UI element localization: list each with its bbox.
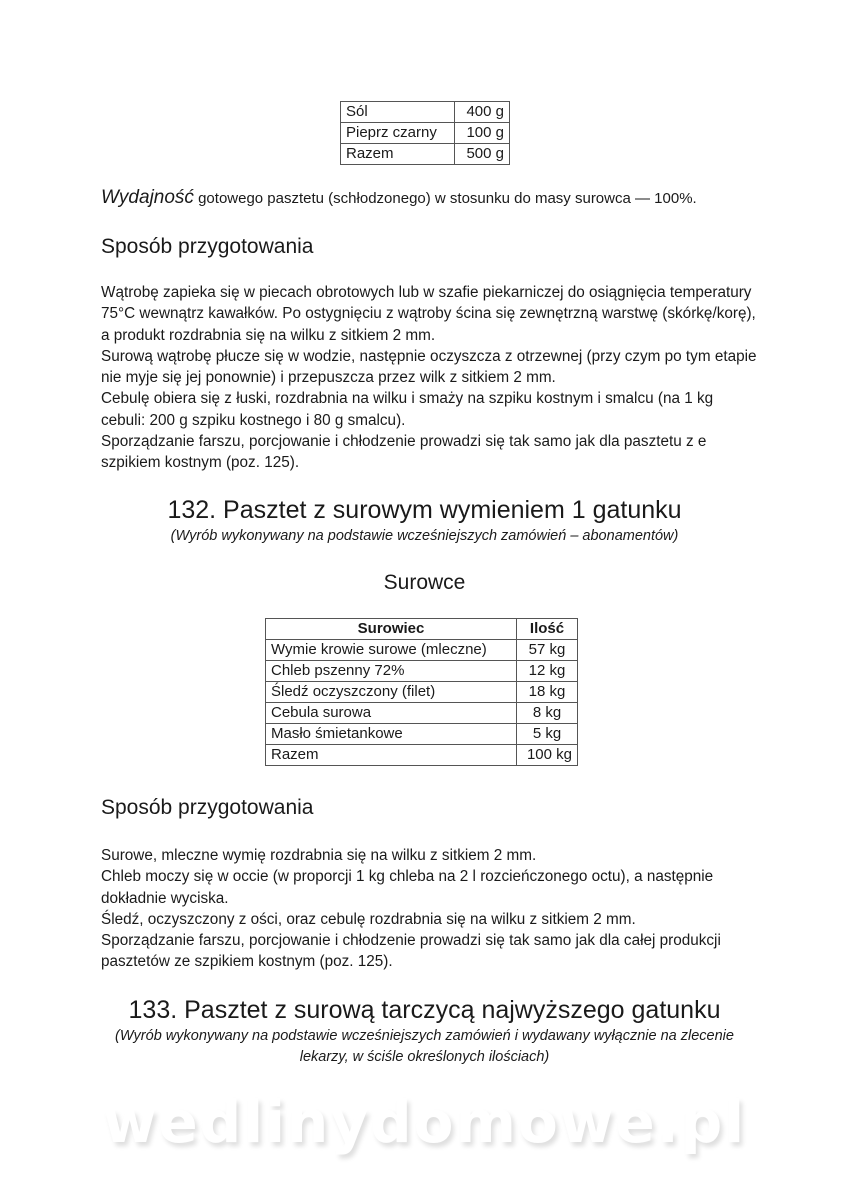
method-text bbox=[101, 282, 761, 474]
recipe-133-title: 133. Pasztet z surową tarczycą najwyższego gatunku bbox=[128, 996, 721, 1024]
table-row bbox=[266, 724, 578, 745]
table-row-total bbox=[266, 745, 578, 766]
table-row bbox=[266, 640, 578, 661]
ingredient-name: Razem bbox=[341, 144, 455, 165]
ingredient-qty: 57 kg bbox=[517, 640, 578, 661]
ingredients-heading: Surowce bbox=[383, 571, 466, 594]
table-row bbox=[266, 661, 578, 682]
spice-table bbox=[340, 101, 510, 165]
table-row bbox=[266, 703, 578, 724]
method-heading: Sposób przygotowania bbox=[101, 235, 314, 258]
ingredient-name: Chleb pszenny 72% bbox=[266, 661, 517, 682]
column-header-ingredient: Surowiec bbox=[266, 619, 517, 640]
ingredient-name: Wymie krowie surowe (mleczne) bbox=[266, 640, 517, 661]
table-row bbox=[341, 123, 510, 144]
table-row bbox=[341, 102, 510, 123]
method-paragraph: Sporządzanie farszu, porcjowanie i chłodzenie prowadzi się tak samo jak dla całej produkcji pasztetów ze szpikiem kostnym (poz. 125). bbox=[101, 932, 721, 971]
ingredient-qty: 8 kg bbox=[517, 703, 578, 724]
ingredient-name: Pieprz czarny bbox=[341, 123, 455, 144]
ingredient-qty: 400 g bbox=[455, 102, 510, 123]
yield-emphasis: Wydajność bbox=[101, 187, 194, 208]
table-header-row bbox=[266, 619, 578, 640]
method-paragraph: Wątrobę zapieka się w piecach obrotowych lub w szafie piekarniczej do osiągnięcia temperatury 75°C wewnątrz kawałków. Po ostygnięciu z wątroby ścina się zewnętrzną warstwę (skórkę/korę), a produkt rozdrabnia się na wilku z sitkiem 2 mm. bbox=[101, 284, 756, 344]
ingredient-qty: 18 kg bbox=[517, 682, 578, 703]
ingredient-qty: 5 kg bbox=[517, 724, 578, 745]
ingredient-qty: 100 g bbox=[455, 123, 510, 144]
recipe-132-subtitle: (Wyrób wykonywany na podstawie wcześniejszych zamówień – abonamentów) bbox=[170, 528, 679, 544]
ingredient-name: Masło śmietankowe bbox=[266, 724, 517, 745]
method-paragraph: Surowe, mleczne wymię rozdrabnia się na wilku z sitkiem 2 mm. bbox=[101, 847, 537, 864]
table-row bbox=[341, 144, 510, 165]
yield-text: gotowego pasztetu (schłodzonego) w stosunku do masy surowca — 100%. bbox=[193, 190, 697, 207]
column-header-quantity: Ilość bbox=[517, 619, 578, 640]
method-paragraph: Śledź, oczyszczony z ości, oraz cebulę rozdrabnia się na wilku z sitkiem 2 mm. bbox=[101, 910, 636, 928]
ingredient-qty: 12 kg bbox=[517, 661, 578, 682]
ingredients-table bbox=[265, 618, 578, 766]
method-paragraph: Surową wątrobę płucze się w wodzie, następnie oczyszcza z otrzewnej (przy czym po tym etapie nie myje się jej ponownie) i przepuszcza przez wilk z sitkiem 2 mm. bbox=[101, 347, 757, 387]
ingredient-name: Sól bbox=[341, 102, 455, 123]
ingredient-qty: 100 kg bbox=[517, 745, 578, 766]
recipe-133-subtitle: (Wyrób wykonywany na podstawie wcześniejszych zamówień i wydawany wyłącznie na zlecenie lekarzy, w ściśle określonych ilościach) bbox=[115, 1028, 734, 1065]
yield-note bbox=[101, 187, 697, 209]
ingredient-name: Śledź oczyszczony (filet) bbox=[266, 682, 517, 703]
table-row bbox=[266, 682, 578, 703]
method-paragraph: Chleb moczy się w occie (w proporcji 1 kg chleba na 2 l rozcieńczonego octu), a następnie dokładnie wyciska. bbox=[101, 868, 714, 907]
ingredient-name: Razem bbox=[266, 745, 517, 766]
method-text-132 bbox=[101, 845, 761, 973]
ingredient-name: Cebula surowa bbox=[266, 703, 517, 724]
recipe-132-title: 132. Pasztet z surowym wymieniem 1 gatunku bbox=[167, 496, 682, 524]
ingredient-qty: 500 g bbox=[455, 144, 510, 165]
method-paragraph: Sporządzanie farszu, porcjowanie i chłodzenie prowadzi się tak samo jak dla pasztetu z e szpikiem kostnym (poz. 125). bbox=[101, 433, 707, 472]
method-paragraph: Cebulę obiera się z łuski, rozdrabnia na wilku i smaży na szpiku kostnym i smalcu (na 1 kg cebuli: 200 g szpiku kostnego i 80 g smalcu). bbox=[101, 390, 714, 429]
watermark: wedlinydomowe.pl bbox=[102, 1088, 747, 1156]
method-heading-132: Sposób przygotowania bbox=[101, 796, 314, 819]
